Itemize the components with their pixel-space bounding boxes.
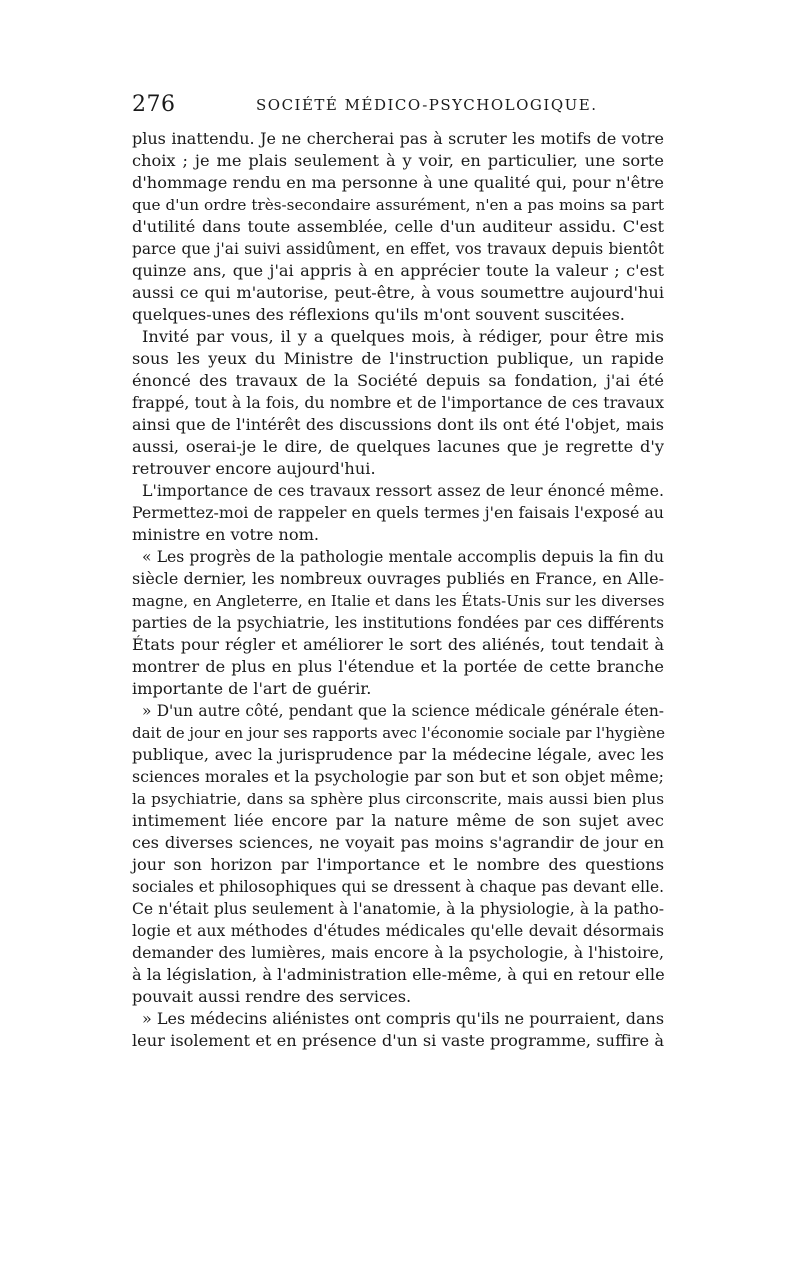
- text-line: demander des lumières, mais encore à la psychologie, à l'histoire,: [132, 943, 664, 962]
- text-line: intimement liée encore par la nature même de son sujet avec: [132, 811, 664, 830]
- text-line: à la législation, à l'administration elle-même, à qui en retour elle: [132, 965, 665, 984]
- text-line: L'importance de ces travaux ressort assez de leur énoncé même.: [142, 481, 664, 500]
- text-line: ministre en votre nom.: [132, 525, 320, 544]
- text-line: la psychiatrie, dans sa sphère plus circonscrite, mais aussi bien plus: [132, 790, 664, 808]
- text-line: énoncé des travaux de la Société depuis sa fondation, j'ai été: [132, 371, 664, 390]
- text-line: sociales et philosophiques qui se dressent à chaque pas devant elle.: [132, 878, 664, 896]
- text-line: logie et aux méthodes d'études médicales qu'elle devait désormais: [132, 922, 664, 940]
- text-line: quinze ans, que j'ai appris à en apprécier toute la valeur ; c'est: [132, 261, 664, 280]
- text-line: « Les progrès de la pathologie mentale accomplis depuis la fin du: [142, 548, 664, 566]
- text-line: aussi ce qui m'autorise, peut-être, à vous soumettre aujourd'hui: [132, 283, 664, 302]
- text-line: importante de l'art de guérir.: [132, 679, 372, 698]
- text-line: Invité par vous, il y a quelques mois, à rédiger, pour être mis: [142, 327, 664, 346]
- text-line: sciences morales et la psychologie par son but et son objet même;: [132, 767, 664, 786]
- text-line: dait de jour en jour ses rapports avec l'économie sociale par l'hygiène: [132, 724, 666, 742]
- body-text: [132, 128, 664, 1052]
- text-line: publique, avec la jurisprudence par la médecine légale, avec les: [132, 745, 664, 764]
- running-head: SOCIÉTÉ MÉDICO-PSYCHOLOGIQUE.: [256, 96, 598, 114]
- text-line: que d'un ordre très-secondaire assurément, n'en a pas moins sa part: [132, 196, 664, 214]
- text-line: ainsi que de l'intérêt des discussions dont ils ont été l'objet, mais: [132, 415, 664, 434]
- text-line: parties de la psychiatrie, les institutions fondées par ces différents: [132, 614, 664, 632]
- text-line: leur isolement et en présence d'un si vaste programme, suffire à: [132, 1031, 664, 1050]
- text-line: sous les yeux du Ministre de l'instruction publique, un rapide: [132, 349, 664, 368]
- text-line: États pour régler et améliorer le sort des aliénés, tout tendait à: [132, 635, 664, 654]
- text-line: quelques-unes des réflexions qu'ils m'ont souvent suscitées.: [132, 305, 625, 324]
- text-line: siècle dernier, les nombreux ouvrages publiés en France, en Alle-: [132, 569, 664, 588]
- text-line: montrer de plus en plus l'étendue et la portée de cette branche: [132, 657, 664, 676]
- text-line: parce que j'ai suivi assidûment, en effet, vos travaux depuis bientôt: [132, 240, 664, 258]
- text-line: magne, en Angleterre, en Italie et dans les États-Unis sur les diverses: [132, 592, 665, 610]
- text-line: » D'un autre côté, pendant que la science médicale générale éten-: [142, 702, 664, 720]
- text-line: Permettez-moi de rappeler en quels termes j'en faisais l'exposé au: [132, 503, 664, 522]
- text-line: frappé, tout à la fois, du nombre et de l'importance de ces travaux: [132, 393, 664, 412]
- text-line: choix ; je me plais seulement à y voir, en particulier, une sorte: [132, 151, 664, 170]
- text-line: plus inattendu. Je ne chercherai pas à scruter les motifs de votre: [132, 129, 664, 148]
- text-line: retrouver encore aujourd'hui.: [132, 459, 376, 478]
- text-line: » Les médecins aliénistes ont compris qu'ils ne pourraient, dans: [142, 1009, 665, 1028]
- text-line: pouvait aussi rendre des services.: [132, 987, 412, 1006]
- text-line: jour son horizon par l'importance et le nombre des questions: [132, 855, 664, 874]
- text-line: ces diverses sciences, ne voyait pas moins s'agrandir de jour en: [132, 833, 664, 852]
- text-line: d'hommage rendu en ma personne à une qualité qui, pour n'être: [132, 173, 664, 192]
- page-number: 276: [132, 92, 176, 117]
- page-header: [132, 92, 664, 122]
- text-line: Ce n'était plus seulement à l'anatomie, à la physiologie, à la patho-: [132, 900, 664, 918]
- text-line: d'utilité dans toute assemblée, celle d'un auditeur assidu. C'est: [132, 217, 664, 236]
- text-line: aussi, oserai-je le dire, de quelques lacunes que je regrette d'y: [132, 437, 664, 456]
